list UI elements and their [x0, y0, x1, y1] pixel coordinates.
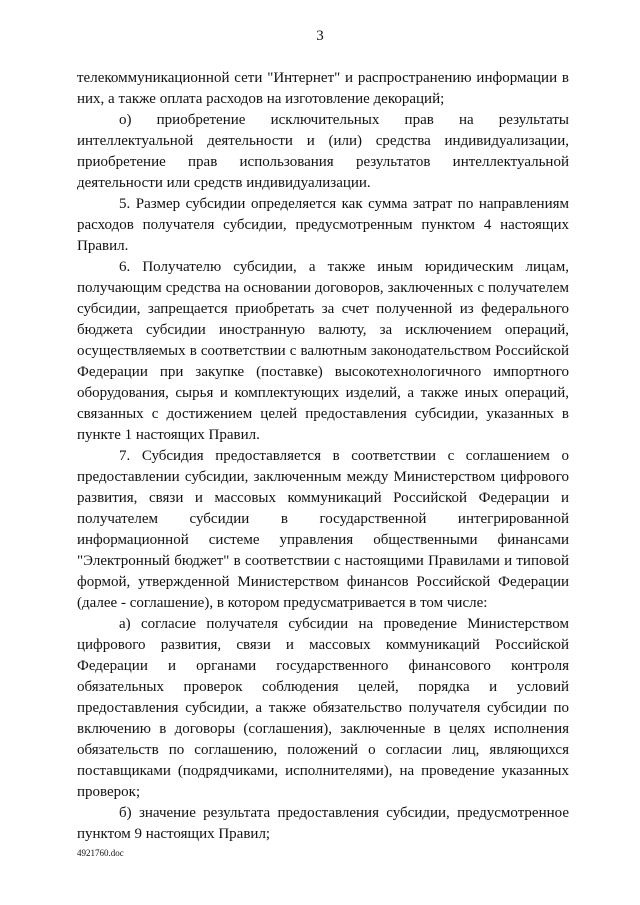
paragraph-item-a: а) согласие получателя субсидии на проведение Министерством цифрового развития, связи и массовых коммуникаций Российской Федерации и органами государственного финансового контроля обязательных проверок соблюдения целей, порядка и условий предоставления субсидии, а также обязательство получателя субсидии по включению в договоры (соглашения), заключенные в целях исполнения обязательств по соглашению, положений о согласии лиц, являющихся поставщиками (подрядчиками, исполнителями), на проведение указанных проверок; [77, 616, 569, 800]
paragraph-item-b: б) значение результата предоставления субсидии, предусмотренное пунктом 9 настоящих Правил; [77, 805, 569, 842]
document-code: 4921760.doc [77, 848, 124, 858]
paragraph-item-o: о) приобретение исключительных прав на результаты интеллектуальной деятельности и (или) средства индивидуализации, приобретение прав использования результатов интеллектуальной деятельности или средств индивидуализации. [77, 112, 569, 191]
paragraph-clause-5: 5. Размер субсидии определяется как сумма затрат по направлениям расходов получателя субсидии, предусмотренным пунктом 4 настоящих Правил. [77, 196, 569, 254]
paragraph-clause-7: 7. Субсидия предоставляется в соответствии с соглашением о предоставлении субсидии, заключенным между Министерством цифрового развития, связи и массовых коммуникаций Российской Федерации и получателем субсидии в государственной интегрированной информационной системе управления общественными финансами "Электронный бюджет" в соответствии с настоящими Правилами и типовой формой, утвержденной Министерством финансов Российской Федерации (далее - соглашение), в котором предусматривается в том числе: [77, 448, 569, 611]
paragraph-continuation: телекоммуникационной сети "Интернет" и распространению информации в них, а также оплата расходов на изготовление декораций; [77, 70, 569, 107]
page-number: 3 [316, 28, 324, 44]
paragraph-clause-6: 6. Получателю субсидии, а также иным юридическим лицам, получающим средства на основании договоров, заключенных с получателем субсидии, запрещается приобретать за счет полученной из федерального бюджета субсидии иностранную валюту, за исключением операций, осуществляемых в соответствии с валютным законодательством Российской Федерации при закупке (поставке) высокотехнологичного импортного оборудования, сырья и комплектующих изделий, а также иных операций, связанных с достижением целей предоставления субсидии, указанных в пункте 1 настоящих Правил. [77, 259, 569, 443]
document-body [77, 68, 569, 845]
